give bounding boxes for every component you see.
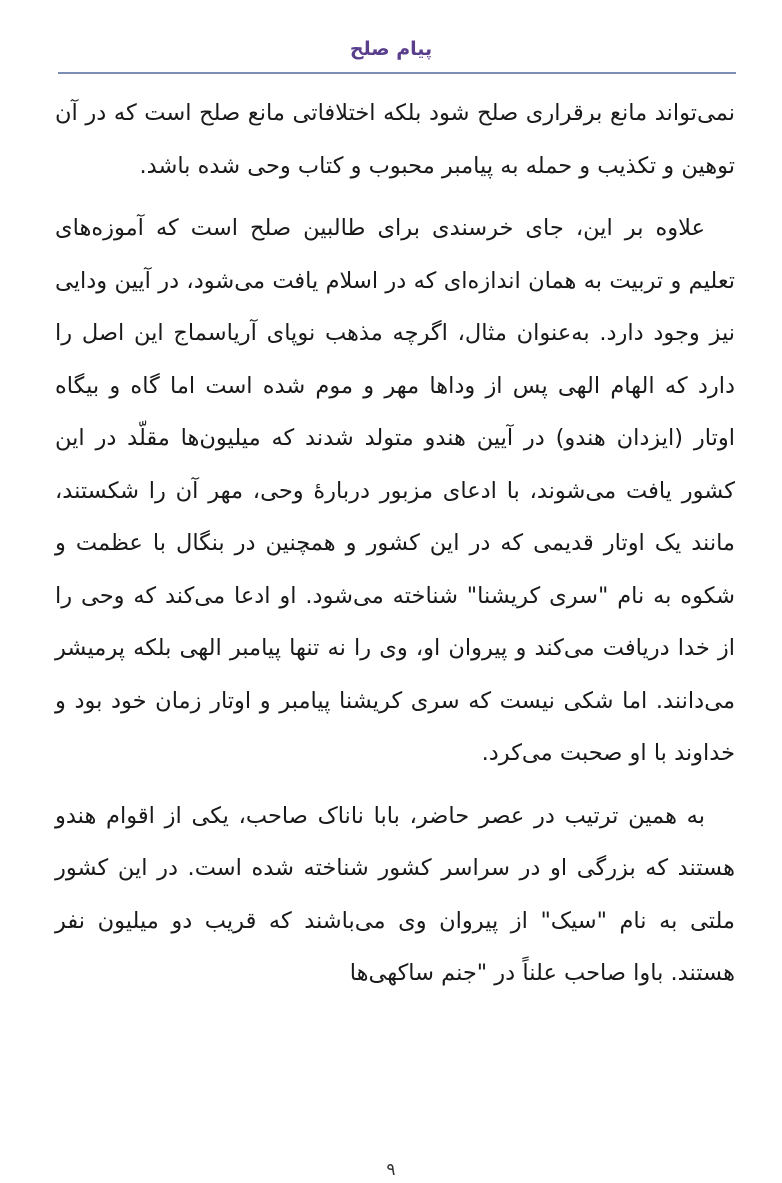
paragraph-2: علاوه بر این، جای خرسندی برای طالبین صلح است که آموزه‌های تعلیم و تربیت به همان اندازه‌ای که در اسلام یافت می‌شود، در آیین ودایی نیز وجود دارد. به‌عنوان مثال، اگرچه مذهب نوپای آریاسماج این اصل را دارد که الهام الهی پس از وداها مهر و موم شده است اما گاه و بیگاه اوتار (ایزدان هندو) در آیین هندو متولد شدند که میلیون‌ها مقلّد در این کشور یافت می‌شوند، با ادعای مزبور دربارۀ وحی، مهر آن را شکستند، مانند یک اوتار قدیمی که در این کشور و همچنین در بنگال با عظمت و شکوه به نام "سری کریشنا" شناخته می‌شود. او ادعا می‌کند که وحی را از خدا دریافت می‌کند و پیروان او، وی را نه تنها پیامبر الهی بلکه پرمیشر می‌دانند. اما شکی نیست که سری کریشنا پیامبر و اوتار زمان خود بود و خداوند با او صحبت می‌کرد. (55, 215, 735, 766)
page-number: ۹ (386, 1160, 396, 1180)
page-header-title: پیام صلح (349, 38, 433, 60)
paragraph-1: نمی‌تواند مانع برقراری صلح شود بلکه اختلافاتی مانع صلح است که در آن توهین و تکذیب و حمله به پیامبر محبوب و کتاب وحی شده باشد. (55, 100, 735, 179)
header-divider (58, 72, 736, 74)
page-body (55, 87, 735, 1000)
paragraph-3: به همین ترتیب در عصر حاضر، بابا ناناک صاحب، یکی از اقوام هندو هستند که بزرگی او در سراسر کشور شناخته شده است. در این کشور ملتی به نام "سیک" از پیروان وی می‌باشند که قریب دو میلیون نفر هستند. باوا صاحب علناً در "جنم ساکهی‌ها (55, 802, 735, 986)
